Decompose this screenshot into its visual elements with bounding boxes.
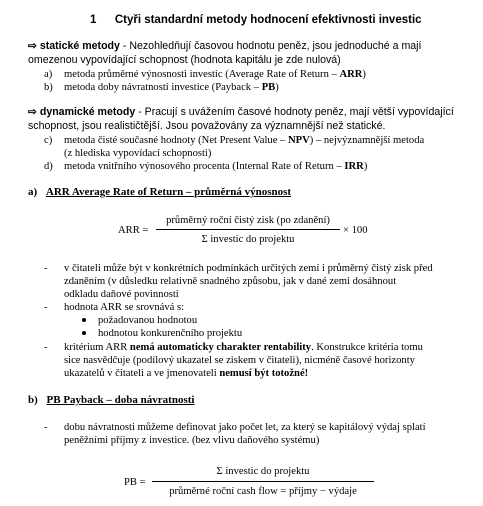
list-item-text: metoda vnitřního výnosového procenta (Internal Rate of Return – (64, 161, 345, 172)
formula-arr-denominator: Σ investic do projektu (201, 234, 295, 245)
list-item-text: metoda doby návratnosti investice (Payback – (64, 82, 262, 93)
formula-arr-numerator: průměrný roční čistý zisk (po zdanění) (166, 215, 330, 226)
list-item-end: ) (363, 161, 368, 172)
arrow-icon: ⇨ (28, 40, 37, 52)
dynamic-methods-line2: schopnost, jsou realističtější. Jsou považovány za významnější než statické. (28, 120, 386, 132)
bullet-dot-icon (82, 318, 86, 322)
static-methods-text1: - Nezohledňují časovou hodnotu peněz, jsou jednoduché a mají (119, 40, 422, 52)
arr-bullet2-line1: hodnota ARR se srovnává s: (64, 302, 185, 313)
list-item-abbr: IRR (344, 161, 364, 172)
dash-marker: - (44, 263, 48, 274)
formula-pb-fraction-line (152, 481, 374, 482)
dash-marker: - (44, 422, 48, 433)
pb-bullet-line1: dobu návratnosti můžeme definovat jako počet let, za který se kapitálový výdaj splatí (64, 422, 426, 433)
arr-bullet1-line1: v čitateli může být v konkrétních podmínkách určitých zemí i průměrný čistý zisk před (64, 263, 433, 274)
arr-section-heading (28, 186, 291, 199)
list-marker: d) (44, 161, 53, 172)
arr-bullet3-text2: . Konstrukce kritéria tomu (311, 342, 423, 353)
bullet-dot-icon (82, 331, 86, 335)
pb-section-heading (28, 394, 194, 407)
arrow-icon: ⇨ (28, 106, 37, 118)
list-item-end: ) (362, 69, 366, 80)
dash-marker: - (44, 302, 48, 313)
arr-bullet1-line3: odkladu daňové povinnosti (64, 289, 179, 300)
static-methods-line2: omezenou vypovídající schopnost (hodnota kapitálu je zde nulová) (28, 54, 341, 66)
pb-section-title: PB Payback – doba návratnosti (46, 394, 195, 406)
heading-number: 1 (90, 14, 97, 26)
section-heading (90, 14, 422, 27)
arr-sub-bullet1: požadovanou hodnotou (98, 315, 198, 326)
arr-bullet3-line1 (64, 341, 423, 354)
dynamic-methods-label: dynamické metody (39, 106, 136, 118)
formula-arr-times: × 100 (343, 225, 368, 236)
list-item-text: metoda průměrné výnosnosti investic (Average Rate of Return – (64, 69, 340, 80)
arr-bullet3-bold2: nemusí být totožné! (219, 368, 309, 379)
arr-bullet3-line2: sice nasvědčuje (podílový ukazatel se ziskem v čitateli), nicméně časové horizonty (64, 355, 415, 366)
list-item-pb (44, 81, 279, 94)
dynamic-methods-text1: - Pracují s uvážením časové hodnoty peněz, mají větší vypovídající (135, 106, 454, 118)
dash-marker: - (44, 342, 48, 353)
arr-bullet3-text: kritérium ARR (64, 342, 130, 353)
section-marker: b) (28, 394, 38, 406)
list-item-abbr: PB (261, 82, 276, 93)
static-methods-label: statické metody (39, 40, 120, 52)
static-methods-line1 (28, 40, 421, 53)
list-item-arr (44, 68, 366, 81)
arr-bullet3-bold: nemá automaticky charakter rentability (129, 342, 312, 353)
list-item-abbr: NPV (287, 135, 310, 146)
heading-title: Ctyři standardní metody hodnocení efektivnosti investic (114, 14, 422, 26)
formula-arr-fraction-line (156, 229, 340, 230)
arr-sub-bullet2: hodnotou konkurenčního projektu (98, 328, 243, 339)
dynamic-methods-line1 (28, 106, 454, 119)
list-item-text: metoda čisté současné hodnoty (Net Present Value – (64, 135, 288, 146)
arr-bullet1-line2: zdaněním (v důsledku relativně snadného způsobu, jak v dané zemi dosáhnout (64, 276, 397, 287)
formula-arr-lhs: ARR = (118, 225, 149, 236)
section-marker: a) (28, 186, 38, 198)
arr-bullet3-text3: ukazatelů v čitateli a ve jmenovateli (64, 368, 220, 379)
pb-bullet-line2: peněžními příjmy z investice. (bez vlivu daňového systému) (64, 435, 320, 446)
formula-pb-lhs: PB = (124, 477, 146, 488)
list-marker: a) (44, 69, 53, 80)
arr-bullet3-line3 (64, 367, 308, 380)
list-item-end: ) (275, 82, 279, 93)
list-item-end: ) – nejvýznamnější metoda (309, 135, 425, 146)
list-item-npv-cont: (z hlediska vypovídací schopnosti) (64, 148, 212, 159)
list-item-npv (44, 134, 425, 147)
list-item-irr (44, 160, 368, 173)
list-marker: b) (44, 82, 53, 93)
arr-section-title: ARR Average Rate of Return – průměrná výnosnost (45, 186, 292, 198)
list-item-abbr: ARR (339, 69, 363, 80)
formula-pb-numerator: Σ investic do projektu (216, 466, 310, 477)
formula-pb-denominator: průměrné roční cash flow = příjmy − výdaje (169, 486, 357, 497)
list-marker: c) (44, 135, 53, 146)
